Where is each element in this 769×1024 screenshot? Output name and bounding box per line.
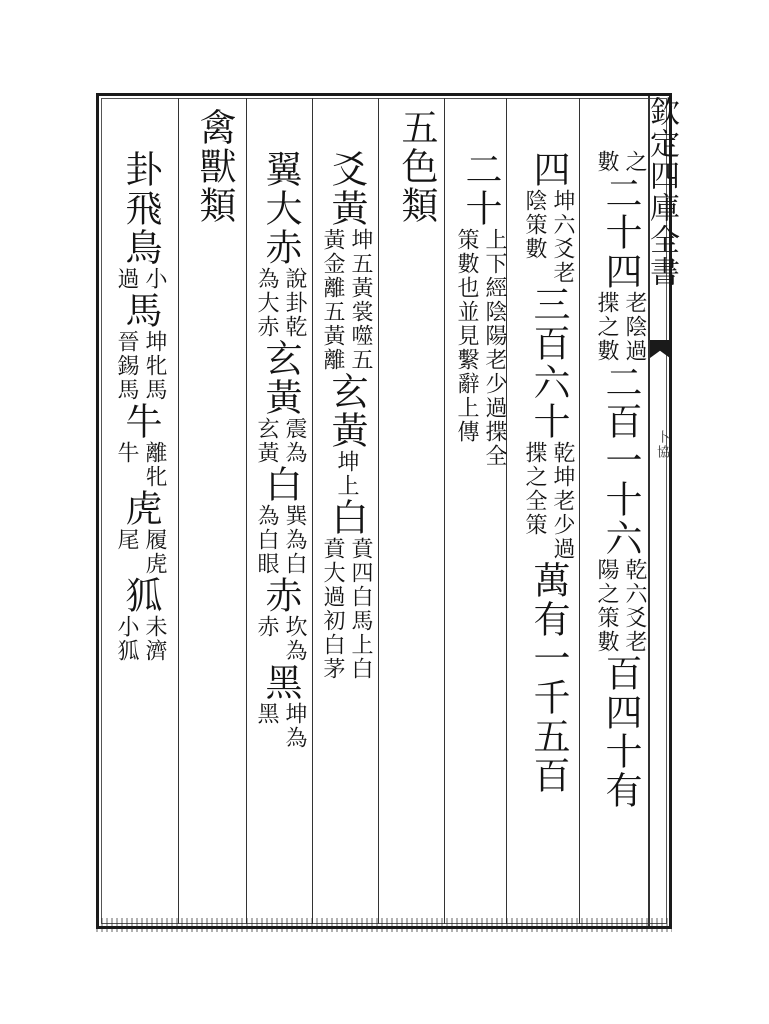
annotation-line: 履虎 (142, 528, 167, 576)
annotation-line: 為白眼 (254, 504, 279, 576)
annotation-line: 玄黃 (254, 417, 279, 465)
column-rule (579, 98, 580, 924)
main-text: 禽獸類 (193, 108, 236, 225)
annotation-line: 坤六爻老 (550, 189, 575, 285)
annotation-pair (521, 441, 575, 561)
annotation-line: 揲之全策 (522, 441, 547, 537)
annotation-line: 牛 (114, 441, 139, 465)
main-text: 五色類 (395, 108, 438, 225)
annotation-pair (521, 189, 575, 285)
annotation-line: 尾 (114, 528, 139, 552)
main-text: 卦飛鳥 (119, 150, 162, 267)
main-text: 翼大赤 (259, 150, 302, 267)
main-text: 馬 (119, 291, 162, 330)
main-text: 二十四 (599, 174, 642, 291)
annotation-line: 赤 (254, 615, 279, 639)
main-text: 黑 (259, 663, 302, 702)
annotation-line: 為大赤 (254, 267, 279, 339)
annotation-pair (253, 615, 307, 663)
annotation-pair (253, 504, 307, 576)
main-text: 玄黃 (259, 339, 302, 417)
text-column (520, 150, 576, 795)
column-rule (312, 98, 313, 924)
text-column (112, 150, 168, 663)
annotation-pair (113, 330, 167, 402)
annotation-pair (453, 228, 507, 468)
column-rule (178, 98, 179, 924)
annotation-line: 晉錫馬 (114, 330, 139, 402)
annotation-line: 坤五黃裳噬五 (348, 228, 373, 372)
annotation-pair (593, 291, 647, 363)
main-text: 二十 (459, 150, 502, 228)
main-text: 三百六十 (527, 285, 570, 441)
annotation-pair (113, 441, 167, 489)
annotation-line: 過 (114, 267, 139, 291)
main-text: 虎 (119, 489, 162, 528)
annotation-pair (253, 417, 307, 465)
main-text: 二百一十六 (599, 363, 642, 558)
annotation-line: 離牝 (142, 441, 167, 489)
main-text: 爻黃 (325, 150, 368, 228)
main-text: 白 (325, 498, 368, 537)
main-text: 萬有一千五百 (527, 561, 570, 795)
text-column (318, 150, 374, 681)
annotation-pair (113, 615, 167, 663)
text-column (388, 108, 444, 225)
annotation-pair (319, 537, 373, 681)
annotation-line: 說卦乾 (282, 267, 307, 339)
column-rule (378, 98, 379, 924)
annotation-line: 陽之策數 (594, 558, 619, 654)
annotation-line: 賁大過初白茅 (320, 537, 345, 681)
book-title: 欽定四庫全書 (644, 96, 679, 288)
column-rule (246, 98, 247, 924)
annotation-line: 數 (594, 150, 619, 174)
annotation-pair (319, 228, 373, 372)
annotation-pair (333, 450, 359, 498)
annotation-line: 未濟 (142, 615, 167, 663)
text-column (252, 150, 308, 750)
annotation-pair (113, 267, 167, 291)
main-text: 白 (259, 465, 302, 504)
annotation-line: 震為 (282, 417, 307, 465)
main-text: 赤 (259, 576, 302, 615)
annotation-pair (593, 150, 647, 174)
text-column (186, 108, 242, 225)
annotation-line: 黃金離五黃離 (320, 228, 345, 372)
main-text: 狐 (119, 576, 162, 615)
annotation-line: 黑 (254, 702, 279, 726)
annotation-line: 上下經陰陽老少過揲全 (482, 228, 507, 468)
annotation-pair (113, 528, 167, 576)
margin-note: 卜協 (654, 430, 669, 460)
annotation-line: 之 (622, 150, 647, 174)
annotation-line: 小狐 (114, 615, 139, 663)
annotation-line: 乾六爻老 (622, 558, 647, 654)
annotation-line: 坎為 (282, 615, 307, 663)
annotation-line: 乾坤老少過 (550, 441, 575, 561)
annotation-line: 坤牝馬 (142, 330, 167, 402)
text-column (592, 150, 648, 810)
main-text: 玄黃 (325, 372, 368, 450)
annotation-line: 坤上 (334, 450, 359, 498)
text-column (452, 150, 508, 468)
annotation-line: 揲之數 (594, 291, 619, 363)
annotation-line: 策數也並見繫辭上傳 (454, 228, 479, 444)
annotation-line: 陰策數 (522, 189, 547, 261)
annotation-line: 小 (142, 267, 167, 291)
main-text: 百四十有 (599, 654, 642, 810)
annotation-line: 坤為 (282, 702, 307, 750)
annotation-pair (253, 702, 307, 750)
annotation-line: 巽為白 (282, 504, 307, 576)
annotation-line: 賁四白馬上白 (348, 537, 373, 681)
annotation-pair (593, 558, 647, 654)
bottom-edge-shading (96, 918, 672, 932)
main-text: 四 (527, 150, 570, 189)
column-rule (444, 98, 445, 924)
main-text: 牛 (119, 402, 162, 441)
annotation-line: 老陰過 (622, 291, 647, 363)
annotation-pair (253, 267, 307, 339)
